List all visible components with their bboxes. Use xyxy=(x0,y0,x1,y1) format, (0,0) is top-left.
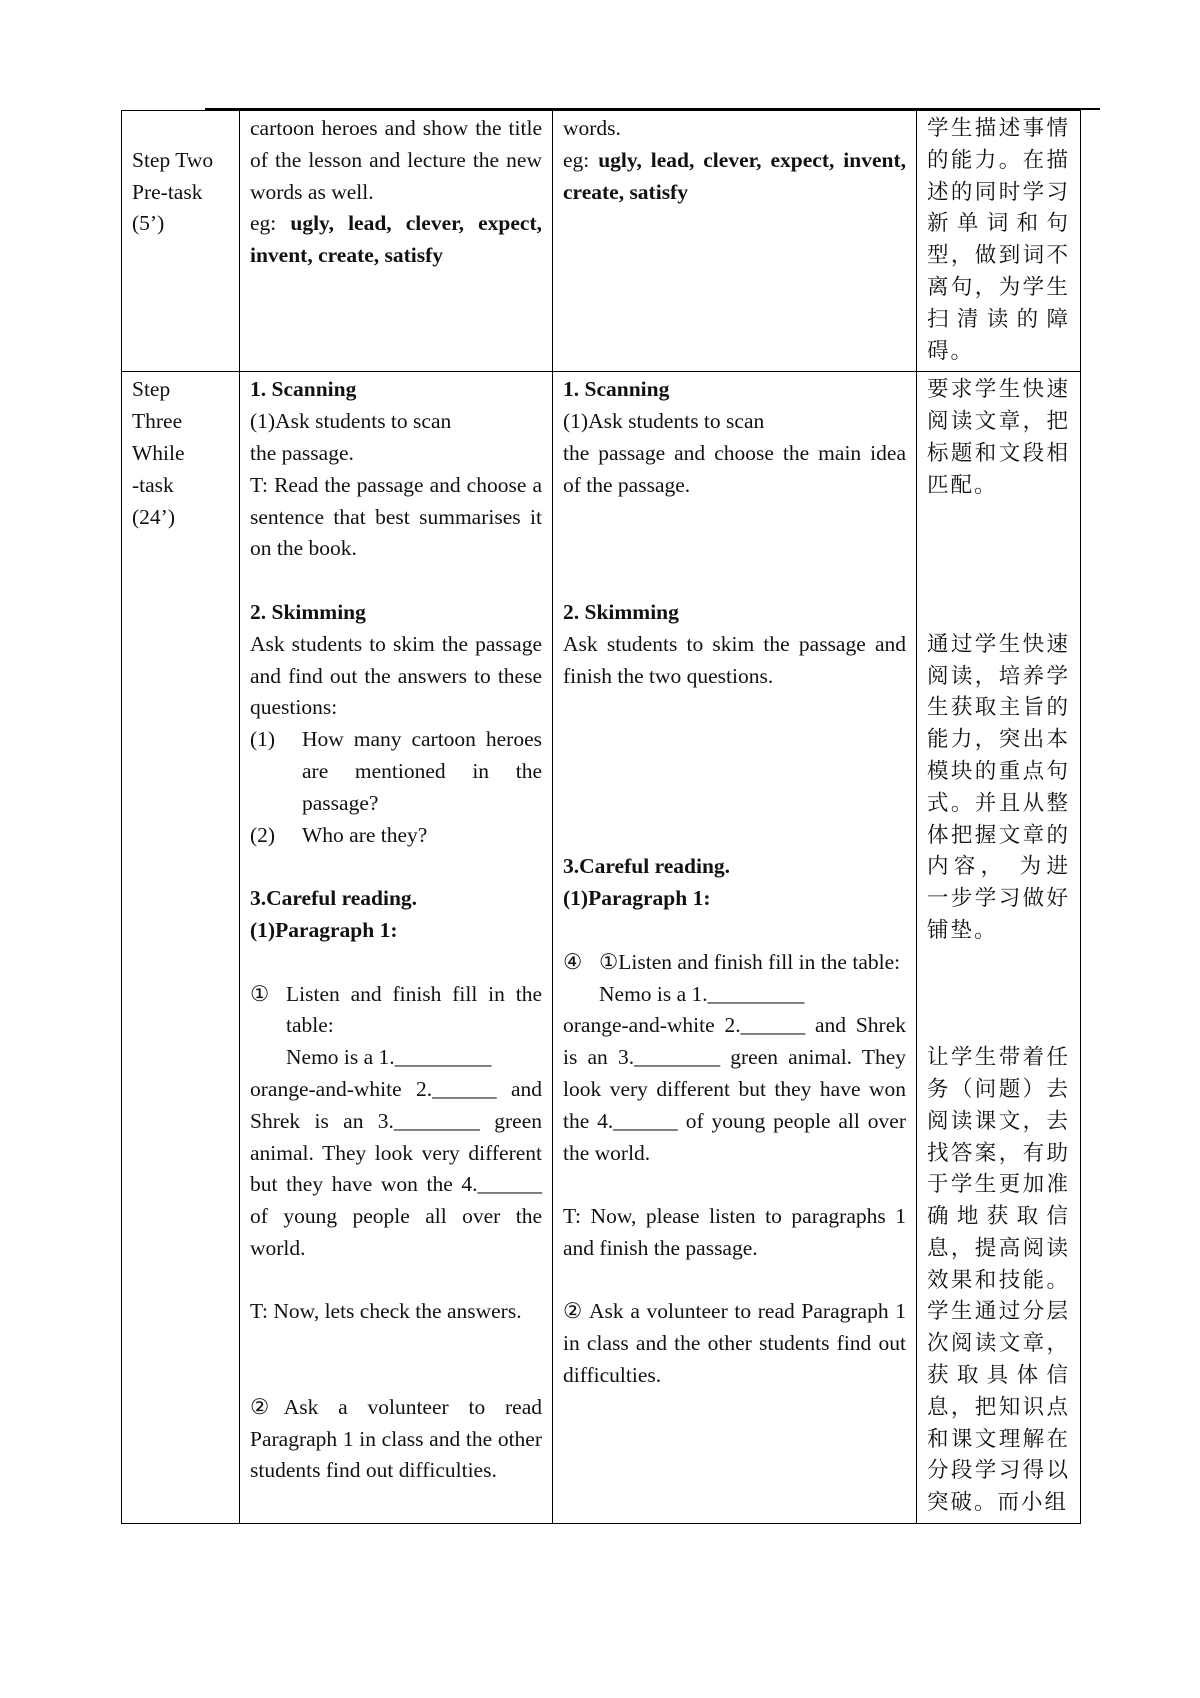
nemo-line-1: Nemo is a 1._________ xyxy=(599,981,805,1006)
careful-reading-title: 3.Careful reading. xyxy=(563,854,731,879)
row-pre-task xyxy=(122,111,1081,372)
skimming-text: Ask students to skim the passage and find out the answers to these questions: xyxy=(250,631,542,720)
circled-number: ④ xyxy=(563,949,583,974)
skimming-title: 2. Skimming xyxy=(563,599,679,624)
nemo-line-1: Nemo is a 1._________ xyxy=(286,1045,492,1070)
purpose-scanning: 要求学生快速阅读文章，把标题和文段相匹配。 xyxy=(927,377,1070,498)
scanning-line-3: T: Read the passage and choose a sentence that best summarises it on the book. xyxy=(250,472,542,561)
question-number: (2) xyxy=(250,822,276,847)
purpose-careful-reading: 让学生带着任务（问题）去阅读课文，去找答案，有助于学生更加准确地获取信息，提高阅读效果和技能。学生通过分层次阅读文章，获取具体信息，把知识点和课文理解在分段学习得以突破。而小组 xyxy=(927,1045,1070,1516)
purpose-cell xyxy=(917,372,1081,1524)
teacher-text: cartoon heroes and show the title of the lesson and lecture the new words as well. xyxy=(250,116,542,204)
question-text: Who are they? xyxy=(302,822,428,847)
row-while-task xyxy=(122,372,1081,1524)
eg-prefix: eg: xyxy=(563,147,590,172)
listen-task xyxy=(250,979,542,1043)
volunteer-task: ② Ask a volunteer to read Paragraph 1 in class and the other students find out difficulties. xyxy=(563,1299,906,1388)
student-activity-cell xyxy=(553,111,917,372)
step-cell-while-task xyxy=(122,372,240,1524)
student-activity-cell xyxy=(553,372,917,1524)
step-phase-2: -task xyxy=(132,472,174,497)
nemo-text: orange-and-white 2.______ and Shrek is an 3.________ green animal. They look very different but they have won the 4.______ of young people all over the world. xyxy=(563,1013,906,1165)
step-name-2: Three xyxy=(132,409,183,434)
scanning-line-1: (1)Ask students to scan xyxy=(250,409,452,434)
paragraph-1-title: (1)Paragraph 1: xyxy=(250,917,398,942)
question-2 xyxy=(250,820,542,852)
teacher-activity-cell xyxy=(240,372,553,1524)
purpose-text: 学生描述事情的能力。在描述的同时学习新单词和句型，做到词不离句，为学生扫清读的障碍。 xyxy=(927,116,1070,364)
question-text: How many cartoon heroes are mentioned in the passage? xyxy=(302,727,542,815)
nemo-text: orange-and-white 2.______ and Shrek is an 3.________ green animal. They look very different but they have won the 4.______ of young people all over the world. xyxy=(250,1076,542,1260)
paragraph-1-title: (1)Paragraph 1: xyxy=(563,886,711,911)
teacher-activity-cell xyxy=(240,111,553,372)
circled-number: ① xyxy=(250,981,270,1006)
listen-text: Listen and finish fill in the table: xyxy=(286,981,542,1038)
eg-prefix: eg: xyxy=(250,211,277,236)
scanning-title: 1. Scanning xyxy=(563,377,670,402)
listen-task xyxy=(563,947,906,979)
skimming-title: 2. Skimming xyxy=(250,599,366,624)
purpose-cell xyxy=(917,111,1081,372)
volunteer-task: ②Ask a volunteer to read Paragraph 1 in class and the other students find out difficulties. xyxy=(250,1394,542,1483)
step-phase: Pre-task xyxy=(132,179,203,204)
skimming-text: Ask students to skim the passage and finish the two questions. xyxy=(563,631,906,688)
step-name: Step Two xyxy=(132,147,214,172)
student-text: words. xyxy=(563,116,621,140)
question-1 xyxy=(250,724,542,819)
purpose-skimming: 通过学生快速阅读，培养学生获取主旨的能力，突出本模块的重点句式。并且从整体把握文章的内容， 为进一步学习做好铺垫。 xyxy=(927,631,1070,943)
step-time: (5’) xyxy=(132,211,165,236)
scanning-line-2: the passage. xyxy=(250,440,354,465)
listen-text: ①Listen and finish fill in the table: xyxy=(599,949,901,974)
question-number: (1) xyxy=(250,727,276,752)
scanning-line-2: the passage and choose the main idea of the passage. xyxy=(563,440,906,497)
check-answers: T: Now, lets check the answers. xyxy=(250,1299,522,1324)
step-cell-pre-task xyxy=(122,111,240,372)
step-time: (24’) xyxy=(132,504,175,529)
eg-words: ugly, lead, clever, expect, invent, create, satisfy xyxy=(563,147,906,204)
careful-reading-title: 3.Careful reading. xyxy=(250,886,418,911)
step-name: Step xyxy=(132,377,171,402)
scanning-title: 1. Scanning xyxy=(250,377,357,402)
eg-words: ugly, lead, clever, expect, invent, create, satisfy xyxy=(250,211,543,268)
lesson-plan-table xyxy=(121,110,1081,1524)
step-phase: While xyxy=(132,440,185,465)
listen-paragraph: T: Now, please listen to paragraphs 1 and finish the passage. xyxy=(563,1204,906,1260)
scanning-line-1: (1)Ask students to scan xyxy=(563,409,765,434)
